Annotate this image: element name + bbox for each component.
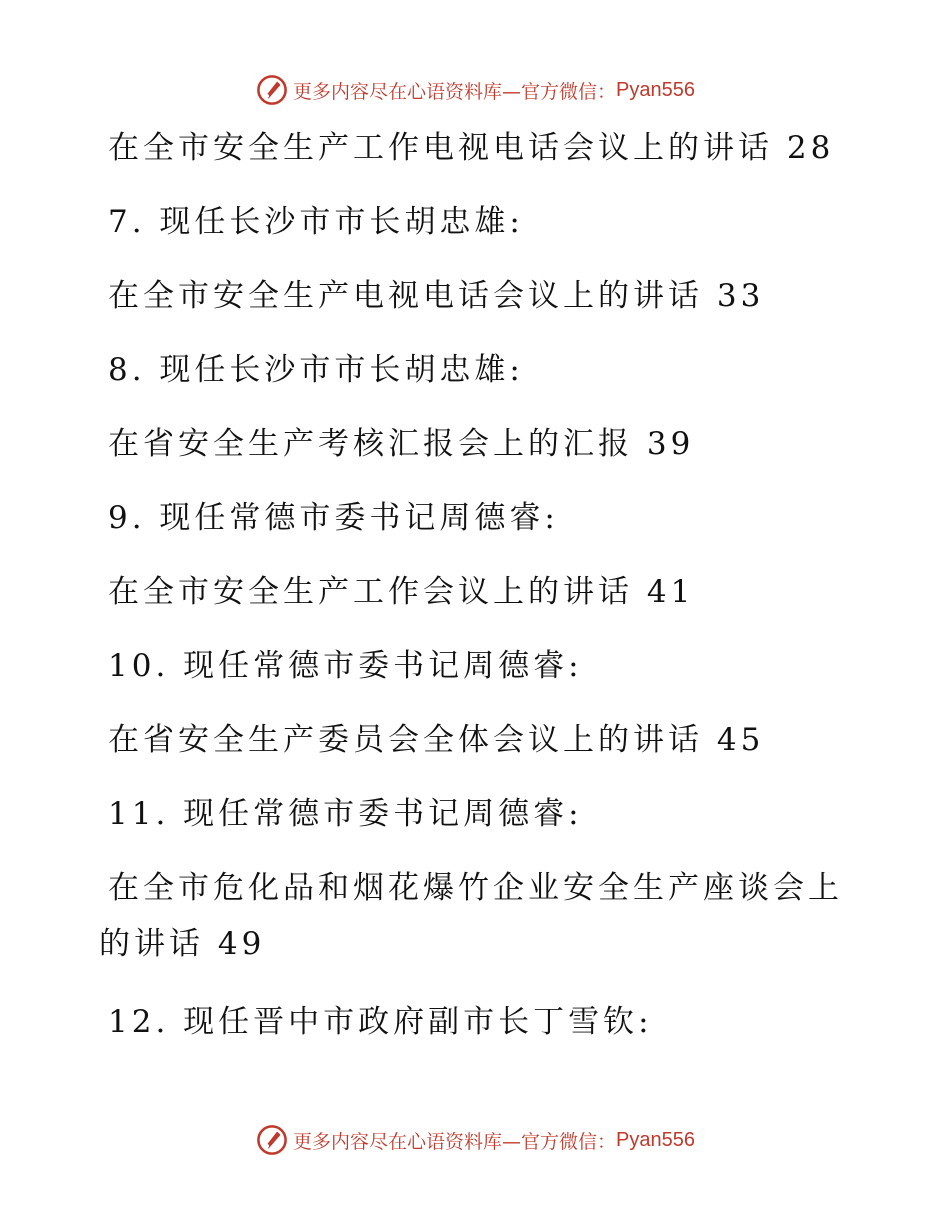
toc-entry-title: 在省安全生产委员会全体会议上的讲话 45	[108, 722, 765, 758]
banner-wechat-id: Pyan556	[616, 1128, 695, 1151]
toc-entry-speaker: 7. 现任长沙市市长胡忠雄:	[108, 204, 524, 240]
banner-text: 更多内容尽在心语资料库—官方微信：	[293, 1130, 617, 1153]
toc-entry-speaker: 10. 现任常德市委书记周德睿:	[108, 648, 583, 684]
banner-text: 更多内容尽在心语资料库—官方微信：	[293, 80, 617, 103]
pen-nib-logo-icon	[255, 73, 289, 107]
toc-entry-speaker: 11. 现任常德市委书记周德睿:	[108, 796, 583, 832]
banner-wechat-id: Pyan556	[616, 78, 695, 101]
toc-entry-title: 在省安全生产考核汇报会上的汇报 39	[108, 426, 695, 462]
toc-entry-title-continued: 的讲话 49	[99, 926, 266, 962]
footer-banner	[0, 1120, 950, 1160]
toc-entry-speaker: 8. 现任长沙市市长胡忠雄:	[108, 352, 524, 388]
toc-entry-speaker: 9. 现任常德市委书记周德睿:	[108, 500, 559, 536]
toc-entry-title: 在全市安全生产电视电话会议上的讲话 33	[108, 278, 765, 314]
toc-entry-speaker: 12. 现任晋中市政府副市长丁雪钦:	[108, 1004, 653, 1040]
toc-entry-title: 在全市危化品和烟花爆竹企业安全生产座谈会上	[108, 870, 843, 906]
pen-nib-logo-icon	[255, 1123, 289, 1157]
toc-entry-title: 在全市安全生产工作会议上的讲话 41	[108, 574, 695, 610]
toc-entry-title: 在全市安全生产工作电视电话会议上的讲话 28	[108, 130, 835, 166]
header-banner	[0, 70, 950, 110]
